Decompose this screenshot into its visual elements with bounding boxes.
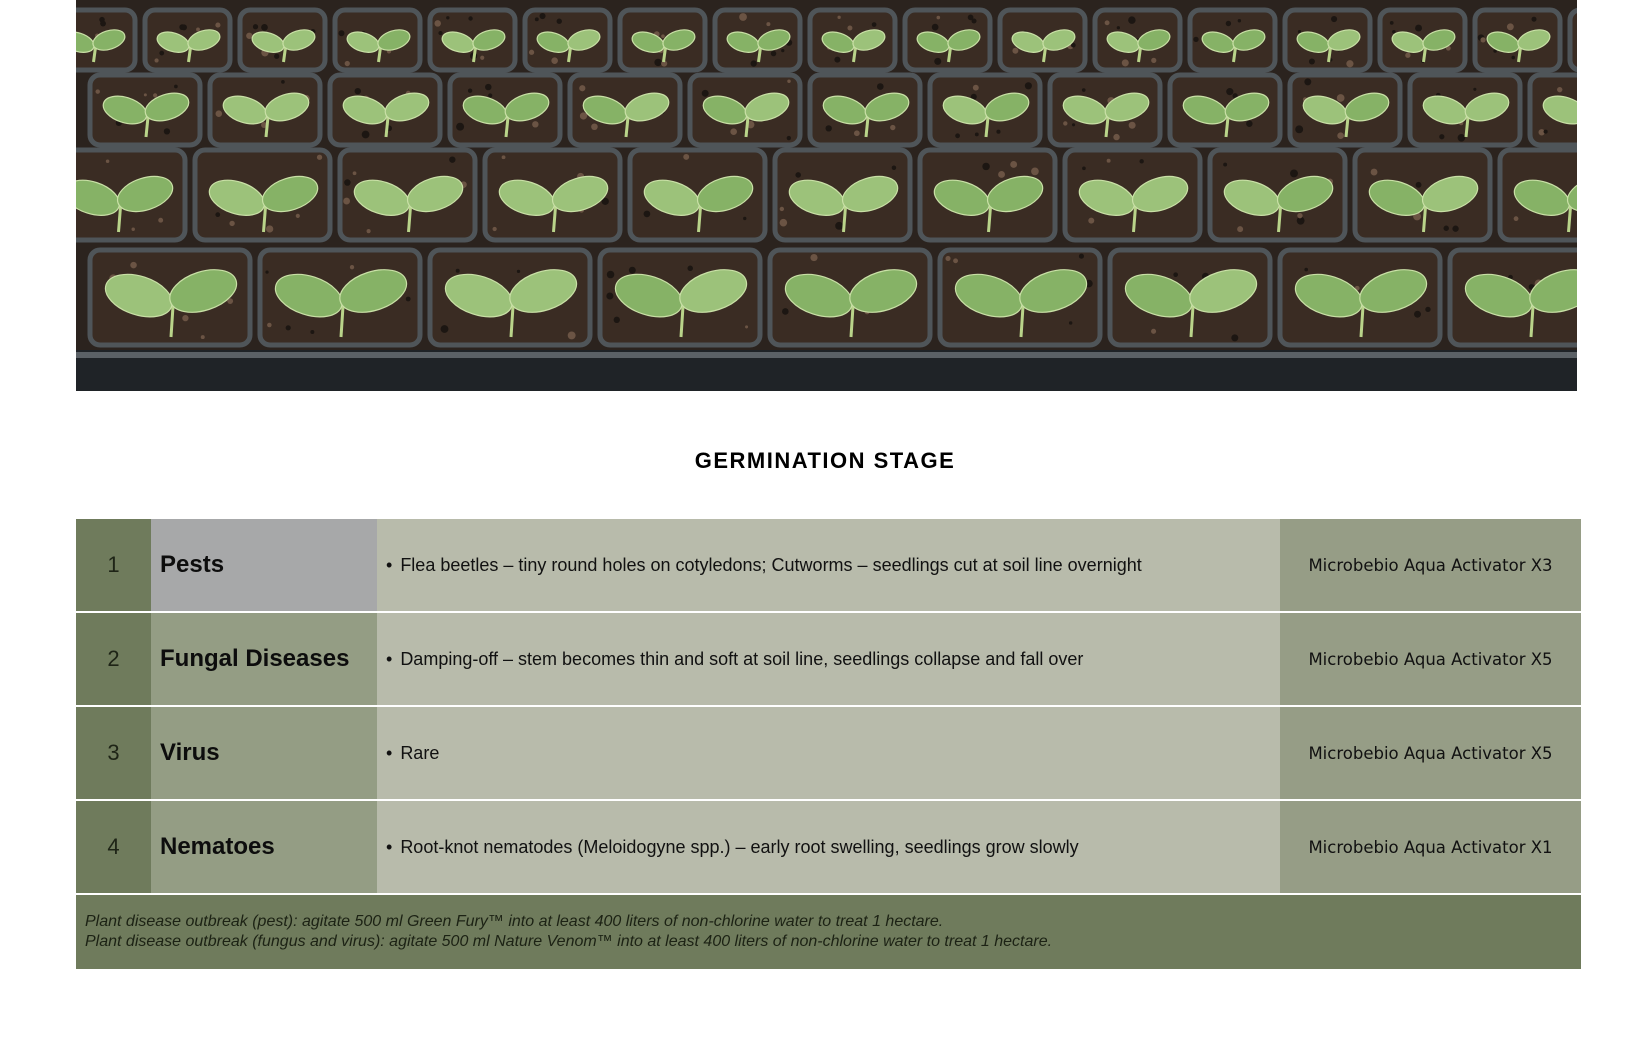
- description-text: Root-knot nematodes (Meloidogyne spp.) – early root swelling, seedlings grow slowly: [400, 836, 1079, 857]
- treatment-note: [76, 895, 1581, 969]
- category-label: Virus: [151, 707, 377, 799]
- bullet-icon: •: [386, 742, 393, 763]
- row-number: 4: [76, 801, 151, 893]
- description-text: Damping-off – stem becomes thin and soft at soil line, seedlings collapse and fall over: [400, 648, 1084, 669]
- category-label: Nematoes: [151, 801, 377, 893]
- category-label: Pests: [151, 519, 377, 611]
- row-number: 3: [76, 707, 151, 799]
- product-name: Microbebio Aqua Activator X3: [1280, 519, 1581, 611]
- table-row: [76, 801, 1581, 893]
- treatment-note-fungus-virus: Plant disease outbreak (fungus and virus): agitate 500 ml Nature Venom™ into at least 400 liters of non-chlorine water to treat 1 hectare.: [85, 933, 1053, 950]
- product-name: Microbebio Aqua Activator X5: [1280, 613, 1581, 705]
- description: [377, 801, 1280, 893]
- description: [377, 519, 1280, 611]
- product-name: Microbebio Aqua Activator X5: [1280, 707, 1581, 799]
- table-row: [76, 519, 1581, 611]
- bullet-icon: •: [386, 648, 393, 669]
- disease-table: [76, 519, 1581, 969]
- description-text: Flea beetles – tiny round holes on cotyledons; Cutworms – seedlings cut at soil line overnight: [400, 554, 1142, 575]
- description-text: Rare: [400, 742, 440, 763]
- row-number: 2: [76, 613, 151, 705]
- table-row: [76, 613, 1581, 705]
- seedling-tray-photo: [76, 0, 1577, 391]
- bullet-icon: •: [386, 554, 393, 575]
- treatment-note-pest: Plant disease outbreak (pest): agitate 500 ml Green Fury™ into at least 400 liters of non-chlorine water to treat 1 hectare.: [85, 913, 944, 930]
- row-number: 1: [76, 519, 151, 611]
- page-title: GERMINATION STAGE: [694, 448, 956, 473]
- category-label: Fungal Diseases: [151, 613, 377, 705]
- bullet-icon: •: [386, 836, 393, 857]
- description: [377, 613, 1280, 705]
- product-name: Microbebio Aqua Activator X1: [1280, 801, 1581, 893]
- table-row: [76, 707, 1581, 799]
- description: [377, 707, 1280, 799]
